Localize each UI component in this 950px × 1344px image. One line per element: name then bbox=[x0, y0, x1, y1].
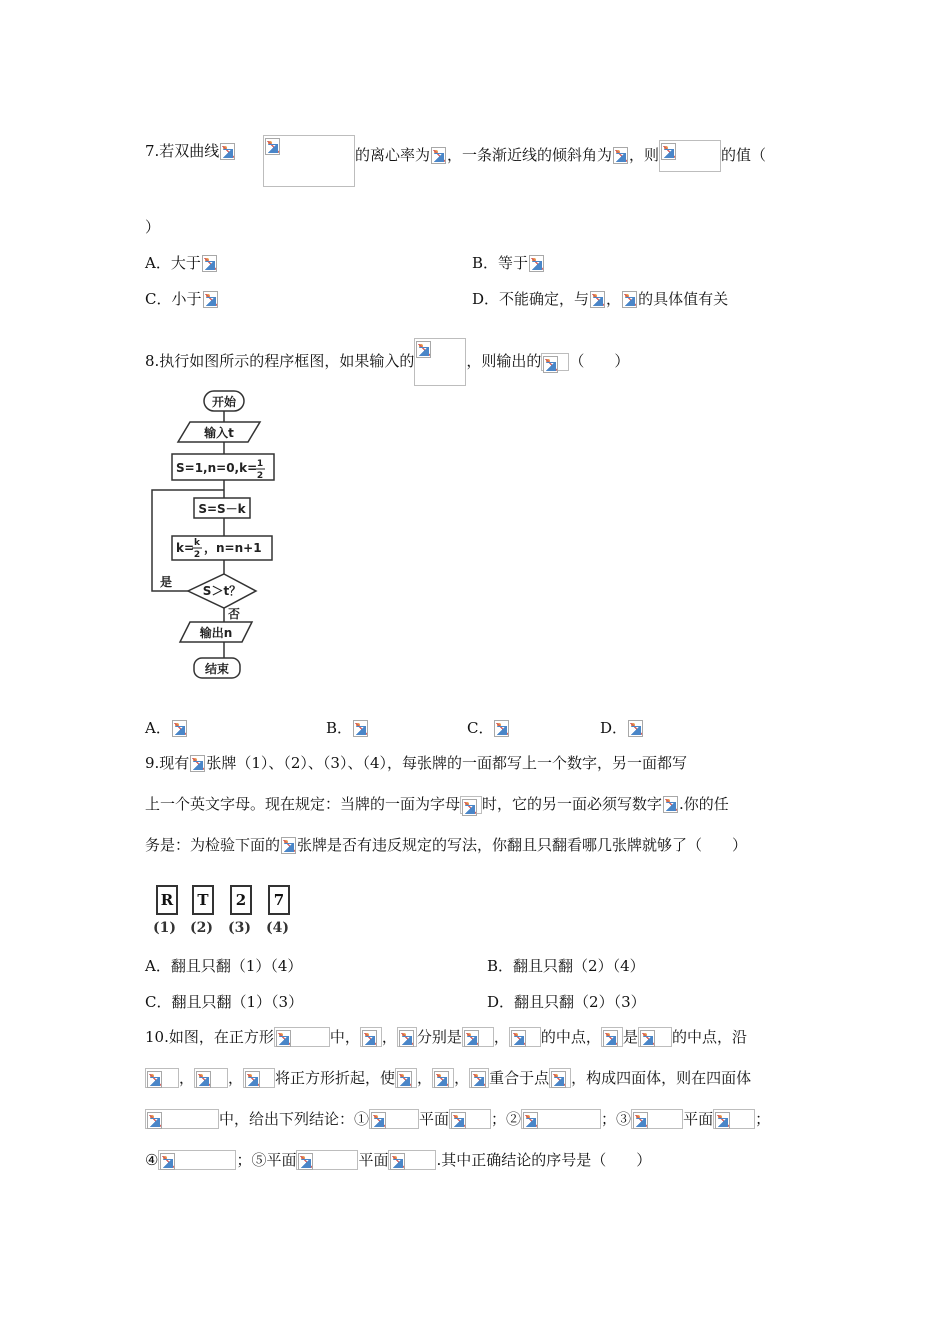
image-placeholder-box bbox=[243, 1068, 275, 1088]
image-placeholder-box bbox=[638, 1027, 672, 1047]
image-placeholder-box bbox=[460, 796, 482, 814]
image-placeholder-icon bbox=[529, 255, 544, 272]
image-placeholder-icon bbox=[633, 1112, 648, 1129]
q9-line3 bbox=[145, 834, 747, 856]
q10-line2 bbox=[145, 1067, 751, 1089]
flow-end-text: 结束 bbox=[204, 662, 230, 676]
image-placeholder-box bbox=[713, 1109, 755, 1129]
q7-option-d bbox=[472, 288, 728, 310]
image-placeholder-icon bbox=[281, 837, 296, 854]
option-label: B． bbox=[326, 719, 353, 737]
image-placeholder-box bbox=[274, 1027, 330, 1047]
q8-option-c bbox=[467, 717, 510, 739]
q7-option-b bbox=[472, 252, 545, 274]
image-placeholder-box bbox=[145, 1109, 219, 1129]
image-placeholder-icon bbox=[160, 1153, 175, 1170]
image-placeholder-box bbox=[194, 1068, 228, 1088]
card-number: (3) bbox=[228, 920, 251, 936]
q8-text1: ，则输出的 bbox=[466, 352, 542, 370]
q10-text: 平面 bbox=[358, 1151, 389, 1169]
q10-text: ；⑤平面 bbox=[236, 1151, 297, 1169]
flow-input-text: 输入t bbox=[204, 426, 234, 440]
image-placeholder-icon bbox=[390, 1153, 405, 1170]
flow-init-frac-den: 2 bbox=[256, 471, 264, 481]
image-placeholder-icon bbox=[511, 1030, 526, 1047]
q10-text: ， bbox=[381, 1028, 397, 1046]
card-3: 2 bbox=[230, 885, 252, 915]
image-placeholder-icon bbox=[613, 147, 628, 164]
q10-text: 将正方形折起，使 bbox=[275, 1069, 396, 1087]
q10-text: 的中点， bbox=[540, 1028, 601, 1046]
q10-text: 重合于点 bbox=[489, 1069, 550, 1087]
q8-option-d bbox=[600, 717, 644, 739]
card-2: T bbox=[192, 885, 214, 915]
image-placeholder-icon bbox=[715, 1112, 730, 1129]
q9-text: 上一个英文字母。现在规定：当牌的一面为字母 bbox=[145, 795, 461, 813]
image-placeholder-icon bbox=[603, 1030, 618, 1047]
card-number: (2) bbox=[190, 920, 213, 936]
card-4: 7 bbox=[268, 885, 290, 915]
image-placeholder-box bbox=[469, 1068, 489, 1088]
q10-text: ， bbox=[179, 1069, 195, 1087]
flow-yes-label: 是 bbox=[160, 575, 173, 589]
image-placeholder-box bbox=[414, 338, 466, 386]
option-text: 不能确定，与 bbox=[499, 290, 590, 308]
q7-line bbox=[145, 140, 236, 162]
flowchart bbox=[148, 386, 288, 686]
image-placeholder-box bbox=[659, 140, 721, 172]
q10-text: ；③ bbox=[601, 1110, 632, 1128]
image-placeholder-box bbox=[521, 1109, 601, 1129]
image-placeholder-icon bbox=[622, 291, 637, 308]
q7-text2: ，一条渐近线的倾斜角为 bbox=[447, 146, 613, 164]
q10-text: 是 bbox=[622, 1028, 638, 1046]
q9-line2 bbox=[145, 793, 729, 815]
image-placeholder-icon bbox=[464, 1030, 479, 1047]
q8-text2: （ ） bbox=[569, 352, 630, 370]
card-1: R bbox=[156, 885, 178, 915]
image-placeholder-box bbox=[397, 1027, 417, 1047]
image-placeholder-icon bbox=[494, 720, 509, 737]
card-number: (4) bbox=[266, 920, 289, 936]
image-placeholder-icon bbox=[276, 1030, 291, 1047]
image-placeholder-icon bbox=[203, 291, 218, 308]
q7-text3: ，则 bbox=[629, 146, 660, 164]
q10-text: 中， bbox=[329, 1028, 360, 1046]
flow-output-text: 输出n bbox=[199, 626, 233, 640]
q10-text: ， bbox=[417, 1069, 433, 1087]
q10-text: .其中正确结论的序号是（ ） bbox=[436, 1151, 652, 1169]
flow-cond-text: S＞t？ bbox=[202, 584, 242, 598]
image-placeholder-icon bbox=[661, 143, 676, 160]
q7-close: ） bbox=[145, 218, 161, 236]
flow-step1-text: S=S－k bbox=[198, 502, 246, 516]
option-label: C． bbox=[145, 290, 172, 308]
image-placeholder-icon bbox=[543, 356, 558, 373]
q7-option-a bbox=[145, 252, 218, 274]
flow-init-text: S=1,n=0,k= bbox=[176, 461, 258, 475]
image-placeholder-box bbox=[509, 1027, 541, 1047]
image-placeholder-icon bbox=[147, 1071, 162, 1088]
q8-line bbox=[145, 338, 629, 386]
image-placeholder-icon bbox=[640, 1030, 655, 1047]
option-text: 的具体值有关 bbox=[638, 290, 729, 308]
image-placeholder-icon bbox=[190, 755, 205, 772]
q9-line1 bbox=[145, 752, 687, 774]
flow-start-text: 开始 bbox=[211, 395, 237, 409]
image-placeholder-box bbox=[601, 1027, 623, 1047]
image-placeholder-icon bbox=[523, 1112, 538, 1129]
option-text: 大于 bbox=[170, 254, 201, 272]
image-placeholder-icon bbox=[431, 147, 446, 164]
q10-text: 中，给出下列结论：① bbox=[219, 1110, 370, 1128]
image-placeholder-icon bbox=[397, 1071, 412, 1088]
image-placeholder-icon bbox=[371, 1112, 386, 1129]
q9-text: 务是：为检验下面的 bbox=[145, 836, 281, 854]
image-placeholder-icon bbox=[353, 720, 368, 737]
flow-no-label: 否 bbox=[228, 607, 241, 621]
q9-text: 张牌是否有违反规定的写法，你翻且只翻看哪几张牌就够了（ ） bbox=[297, 836, 748, 854]
q10-text: 分别是 bbox=[416, 1028, 462, 1046]
option-label: D． bbox=[600, 719, 628, 737]
q9-text: .你的任 bbox=[679, 795, 729, 813]
option-label: C． bbox=[467, 719, 494, 737]
image-placeholder-box bbox=[296, 1150, 358, 1170]
image-placeholder-icon bbox=[590, 291, 605, 308]
image-placeholder-icon bbox=[628, 720, 643, 737]
q9-option-c: C．翻且只翻（1）（3） bbox=[145, 993, 304, 1011]
q9-text: 9.现有 bbox=[145, 754, 190, 772]
q8-option-a bbox=[145, 717, 188, 739]
image-placeholder-box bbox=[369, 1109, 419, 1129]
flow-init-frac-num: 1 bbox=[256, 459, 264, 469]
image-placeholder-icon bbox=[434, 1071, 449, 1088]
image-placeholder-box bbox=[388, 1150, 436, 1170]
option-text: ， bbox=[606, 290, 622, 308]
q10-text: ； bbox=[755, 1110, 771, 1128]
image-placeholder-icon bbox=[663, 796, 678, 813]
q10-text: 平面 bbox=[683, 1110, 714, 1128]
image-placeholder-icon bbox=[220, 143, 235, 160]
image-placeholder-box bbox=[462, 1027, 494, 1047]
q7-text1: 的离心率为 bbox=[355, 146, 431, 164]
image-placeholder-icon bbox=[471, 1071, 486, 1088]
image-placeholder-box bbox=[631, 1109, 683, 1129]
q10-text: 的中点，沿 bbox=[671, 1028, 747, 1046]
q10-text: 平面 bbox=[419, 1110, 450, 1128]
image-placeholder-box bbox=[263, 135, 355, 187]
q10-text: ， bbox=[454, 1069, 470, 1087]
q9-option-d: D．翻且只翻（2）（3） bbox=[487, 993, 646, 1011]
image-placeholder-icon bbox=[462, 799, 477, 816]
image-placeholder-icon bbox=[451, 1112, 466, 1129]
q8-option-b bbox=[326, 717, 369, 739]
q7-prefix: 7.若双曲线 bbox=[145, 142, 220, 160]
image-placeholder-icon bbox=[202, 255, 217, 272]
image-placeholder-box bbox=[449, 1109, 491, 1129]
flow-step2-frac-num: k bbox=[194, 538, 200, 548]
q10-text: 10.如图，在正方形 bbox=[145, 1028, 274, 1046]
image-placeholder-icon bbox=[551, 1071, 566, 1088]
option-label: A． bbox=[145, 719, 171, 737]
image-placeholder-box bbox=[432, 1068, 454, 1088]
image-placeholder-icon bbox=[399, 1030, 414, 1047]
image-placeholder-box bbox=[395, 1068, 417, 1088]
image-placeholder-icon bbox=[416, 341, 431, 358]
image-placeholder-box bbox=[541, 353, 569, 371]
q10-text: ， bbox=[228, 1069, 244, 1087]
image-placeholder-icon bbox=[298, 1153, 313, 1170]
q10-line3 bbox=[145, 1108, 770, 1130]
card-number: (1) bbox=[153, 920, 176, 936]
q9-text: 张牌（1）、（2）、（3）、（4），每张牌的一面都写上一个数字，另一面都写 bbox=[206, 754, 687, 772]
q10-line1 bbox=[145, 1026, 747, 1048]
q10-text: ， bbox=[493, 1028, 509, 1046]
q10-text: ④ bbox=[145, 1151, 159, 1169]
image-placeholder-box bbox=[145, 1068, 179, 1088]
image-placeholder-icon bbox=[172, 720, 187, 737]
q10-line4 bbox=[145, 1149, 651, 1171]
image-placeholder-box bbox=[360, 1027, 382, 1047]
image-placeholder-icon bbox=[196, 1071, 211, 1088]
flow-step2-text-b: ，n=n+1 bbox=[204, 541, 262, 555]
image-placeholder-box bbox=[158, 1150, 236, 1170]
image-placeholder-box bbox=[549, 1068, 571, 1088]
option-text: 等于 bbox=[498, 254, 529, 272]
q7-text4: 的值（ bbox=[721, 146, 767, 164]
option-label: B． bbox=[472, 254, 499, 272]
option-label: D． bbox=[472, 290, 500, 308]
q8-prefix: 8.执行如图所示的程序框图，如果输入的 bbox=[145, 352, 415, 370]
image-placeholder-icon bbox=[362, 1030, 377, 1047]
q10-text: ，构成四面体，则在四面体 bbox=[571, 1069, 752, 1087]
option-text: 小于 bbox=[171, 290, 202, 308]
q9-text: 时，它的另一面必须写数字 bbox=[482, 795, 663, 813]
image-placeholder-icon bbox=[245, 1071, 260, 1088]
q7-line-cont bbox=[355, 140, 766, 172]
flow-step2-frac-den: 2 bbox=[193, 550, 201, 560]
q10-text: ；② bbox=[491, 1110, 522, 1128]
option-label: A． bbox=[145, 254, 171, 272]
flow-step2-text: k= bbox=[176, 541, 195, 555]
image-placeholder-icon bbox=[265, 138, 280, 155]
q9-option-b: B．翻且只翻（2）（4） bbox=[487, 957, 645, 975]
q9-option-a: A．翻且只翻（1）（4） bbox=[145, 957, 303, 975]
q7-option-c bbox=[145, 288, 219, 310]
image-placeholder-icon bbox=[147, 1112, 162, 1129]
